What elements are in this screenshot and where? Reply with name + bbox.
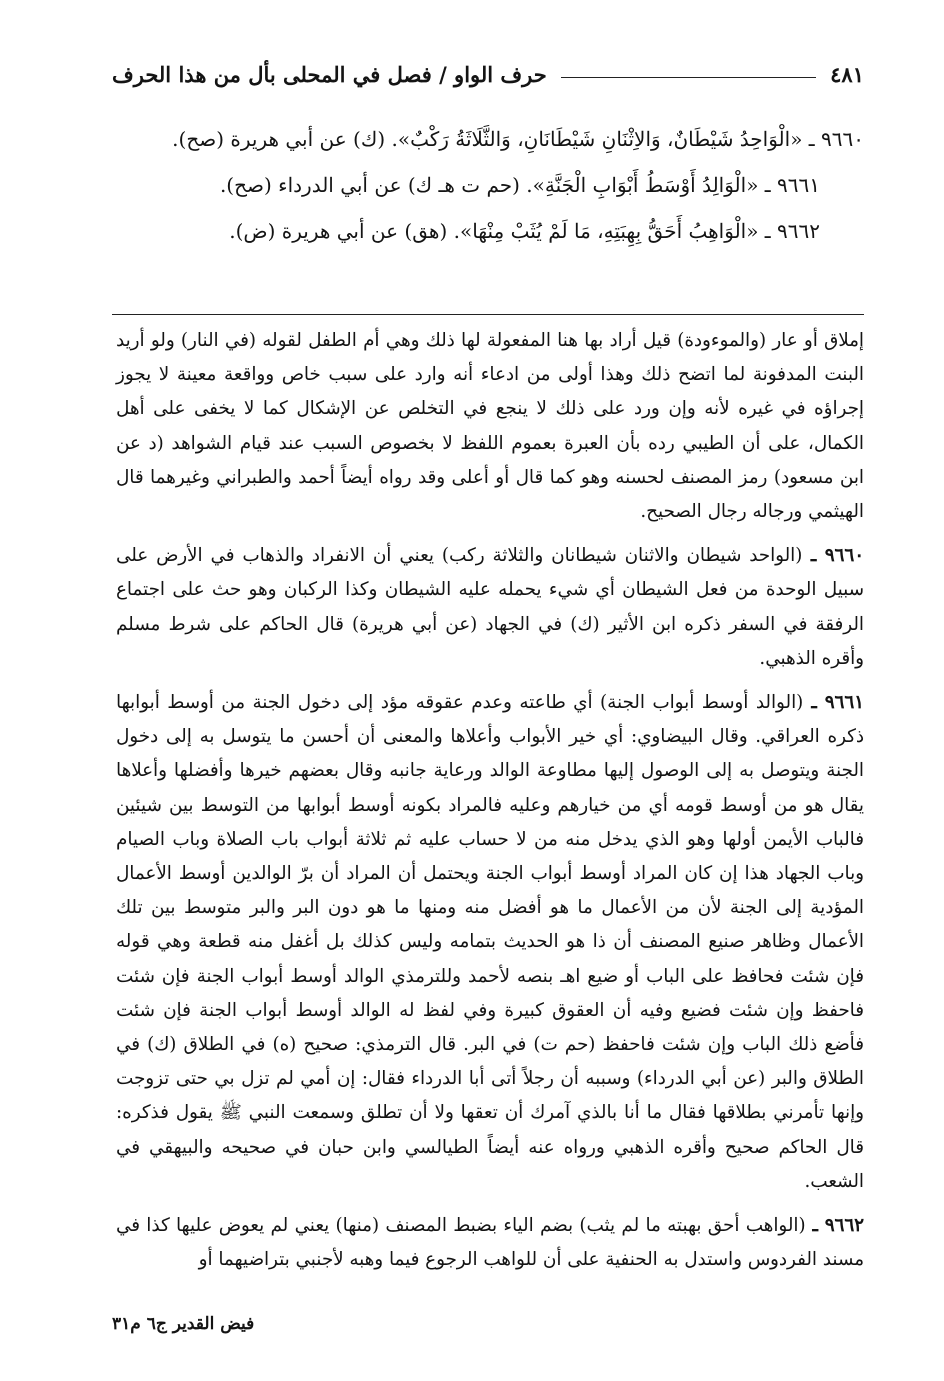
section-divider (112, 314, 864, 315)
page-signature: فيض القدير ج٦ م٣١ (112, 1314, 255, 1334)
commentary-number: ٩٦٦٢ (824, 1215, 864, 1237)
hadith-number: ٩٦٦٢ (777, 219, 820, 243)
hadith-text-block (116, 116, 864, 254)
commentary-paragraph: ٩٦٦٢ ـ (الواهب أحق بهبته ما لم يثب) بضم الياء بضبط المصنف (منها) يعني لم يعوض عليها كذا في مسند الفردوس واستدل به الحنفية على أن للواهب الرجوع فيما وهبه لأجنبي بتراضيهما أو (116, 1215, 864, 1271)
commentary-number: ٩٦٦١ (824, 692, 864, 714)
commentary-paragraph: ٩٦٦٠ ـ (الواحد شيطان والاثنان شيطانان والثلاثة ركب) يعني أن الانفراد والذهاب في الأرض على سبيل الوحدة من فعل الشيطان أي شيء يحمله عليه الشيطان وكذا الركبان وهو حث على اجتماع الرفقة في السفر ذكره ابن الأثير (ك) في الجهاد (عن أبي هريرة) قال الحاكم على شرط مسلم وأقره الذهبي. (116, 545, 865, 669)
hadith-text: «الْوَاحِدُ شَيْطَانٌ، وَالاِثْنَانِ شَيْطَانَانِ، وَالثَّلَاثَةُ رَكْبٌ». (ك) عن أبي هريرة (صح). (172, 127, 803, 151)
commentary-paragraph (116, 324, 864, 529)
hadith-entry: ٩٦٦٠ ـ «الْوَاحِدُ شَيْطَانٌ، وَالاِثْنَانِ شَيْطَانَانِ، وَالثَّلَاثَةُ رَكْبٌ». (ك) عن أبي هريرة (صح). (172, 127, 864, 151)
commentary-paragraph: ٩٦٦١ ـ (الوالد أوسط أبواب الجنة) أي طاعته وعدم عقوقه مؤد إلى دخول الجنة من أوسط أبوابها ذكره العراقي. وقال البيضاوي: أي خير الأبواب وأعلاها والمعنى أن أحسن ما يتوسل به إلى دخول الجنة ويتوصل به إلى الوصول إليها مطاوعة الوالد ورعاية جانبه وقال بعضهم خيرها وأفضلها وأعلاها يقال هو من أوسط قومه أي من خيارهم وعليه فالمراد بكونه أوسط أبوابها من التوسط بين شيئين فالباب الأيمن أولها وهو الذي يدخل منه من لا حساب عليه ثم ثلاثة أبواب باب الصلاة وباب الصيام وباب الجهاد هذا إن كان المراد أوسط أبواب الجنة ويحتمل أن المراد أن برّ الوالدين أوسط الأعمال المؤدية إلى الجنة لأن من الأعمال ما هو أفضل منه ومنها ما هو دون البر والبر متوسط بين تلك الأعمال وظاهر صنيع المصنف أن ذا هو الحديث بتمامه وليس كذلك بل أغفل منه قطعة وهي قوله فإن شئت فحافظ على الباب أو ضيع اهـ بنصه لأحمد وللترمذي الوالد أوسط أبواب الجنة فإن شئت فاحفظ وإن شئت فضيع وفيه أن العقوق كبيرة وفي لفظ له الوالد أوسط أبواب الجنة فإن شئت فأضع ذلك الباب وإن شئت فاحفظ (حم ت) في البر. قال الترمذي: صحيح (ه) في الطلاق (ك) في الطلاق والبر (عن أبي الدرداء) وسببه أن رجلاً أتى أبا الدرداء فقال: إن أمي لم تزل بي حتى تزوجت وإنها تأمرني بطلاقها فقال ما أنا بالذي آمرك أن تعقها ولا أن تطلق وسمعت النبي ﷺ يقول فذكره: قال الحاكم صحيح وأقره الذهبي ورواه عنه أيضاً الطيالسي وابن حبان في صحيحه والبيهقي في الشعب. (116, 692, 864, 1192)
commentary-block (116, 324, 864, 1277)
hadith-number: ٩٦٦١ (777, 173, 820, 197)
commentary-text: (الواحد شيطان والاثنان شيطانان والثلاثة ركب) يعني أن الانفراد والذهاب في الأرض على سبيل الوحدة من فعل الشيطان أي شيء يحمله عليه الشيطان وكذا الركبان وهو حث على اجتماع الرفقة في السفر ذكره ابن الأثير (ك) في الجهاد (عن أبي هريرة) قال الحاكم على شرط مسلم وأقره الذهبي. (116, 545, 864, 669)
running-title: حرف الواو / فصل في المحلى بأل من هذا الحرف (112, 61, 547, 87)
hadith-text: «الْوَالِدُ أَوْسَطُ أَبْوَابِ الْجَنَّةِ». (حم ت هـ ك) عن أبي الدرداء (صح). (219, 173, 759, 197)
hadith-number: ٩٦٦٠ (821, 127, 864, 151)
hadith-entry: ٩٦٦١ ـ «الْوَالِدُ أَوْسَطُ أَبْوَابِ الْجَنَّةِ». (حم ت هـ ك) عن أبي الدرداء (صح). (219, 173, 820, 197)
hadith-text: «الْوَاهِبُ أَحَقُّ بِهِبَتِهِ، مَا لَمْ يُثَبْ مِنْهَا». (هق) عن أبي هريرة (ض). (229, 219, 759, 243)
commentary-text: (الواهب أحق بهبته ما لم يثب) بضم الياء بضبط المصنف (منها) يعني لم يعوض عليها كذا في مسند الفردوس واستدل به الحنفية على أن للواهب الرجوع فيما وهبه لأجنبي بتراضيهما أو (116, 1215, 864, 1271)
header-rule (561, 77, 816, 78)
hadith-entry: ٩٦٦٢ ـ «الْوَاهِبُ أَحَقُّ بِهِبَتِهِ، مَا لَمْ يُثَبْ مِنْهَا». (هق) عن أبي هريرة (ض). (229, 219, 820, 243)
page-header (112, 54, 864, 94)
page-number: ٤٨١ (830, 61, 864, 87)
commentary-text: إملاق أو عار (والموءودة) قيل أراد بها هنا المفعولة لها ذلك وهي أم الطفل لقوله (في النار) ولو أريد البنت المدفونة لما اتضح ذلك وهذا أولى من ادعاء أنه وارد على سبب خاص وواقعة معينة لا يجوز إجراؤه في غيره لأنه وإن ورد على ذلك لا ينجع في التخلص عن الإشكال كما لا يخفى على أهل الكمال، على أن الطيبي رده بأن العبرة بعموم اللفظ لا بخصوص السبب عند قيام الشواهد (د عن ابن مسعود) رمز المصنف لحسنه وهو كما قال أو أعلى وقد رواه أيضاً أحمد والطبراني وغيرهما قال الهيثمي ورجاله رجال الصحيح. (116, 330, 864, 523)
commentary-text: (الوالد أوسط أبواب الجنة) أي طاعته وعدم عقوقه مؤد إلى دخول الجنة من أوسط أبوابها ذكره العراقي. وقال البيضاوي: أي خير الأبواب وأعلاها والمعنى أن أحسن ما يتوسل به إلى دخول الجنة ويتوصل به إلى الوصول إليها مطاوعة الوالد ورعاية جانبه وقال بعضهم خيرها وأفضلها وأعلاها يقال هو من أوسط قومه أي من خيارهم وعليه فالمراد بكونه أوسط أبوابها من التوسط بين شيئين فالباب الأيمن أولها وهو الذي يدخل منه من لا حساب عليه ثم ثلاثة أبواب باب الصلاة وباب الصيام وباب الجهاد هذا إن كان المراد أوسط أبواب الجنة ويحتمل أن المراد أن برّ الوالدين أوسط الأعمال المؤدية إلى الجنة لأن من الأعمال ما هو أفضل منه ومنها ما هو دون البر والبر متوسط بين تلك الأعمال وظاهر صنيع المصنف أن ذا هو الحديث بتمامه وليس كذلك بل أغفل منه قطعة وهي قوله فإن شئت فحافظ على الباب أو ضيع اهـ بنصه لأحمد وللترمذي الوالد أوسط أبواب الجنة فإن شئت فاحفظ وإن شئت فضيع وفيه أن العقوق كبيرة وفي لفظ له الوالد أوسط أبواب الجنة فإن شئت فأضع ذلك الباب وإن شئت فاحفظ (حم ت) في البر. قال الترمذي: صحيح (ه) في الطلاق (ك) في الطلاق والبر (عن أبي الدرداء) وسببه أن رجلاً أتى أبا الدرداء فقال: إن أمي لم تزل بي حتى تزوجت وإنها تأمرني بطلاقها فقال ما أنا بالذي آمرك أن تعقها ولا أن تطلق وسمعت النبي ﷺ يقول فذكره: قال الحاكم صحيح وأقره الذهبي ورواه عنه أيضاً الطيالسي وابن حبان في صحيحه والبيهقي في الشعب. (116, 692, 864, 1192)
commentary-number: ٩٦٦٠ (824, 545, 865, 567)
